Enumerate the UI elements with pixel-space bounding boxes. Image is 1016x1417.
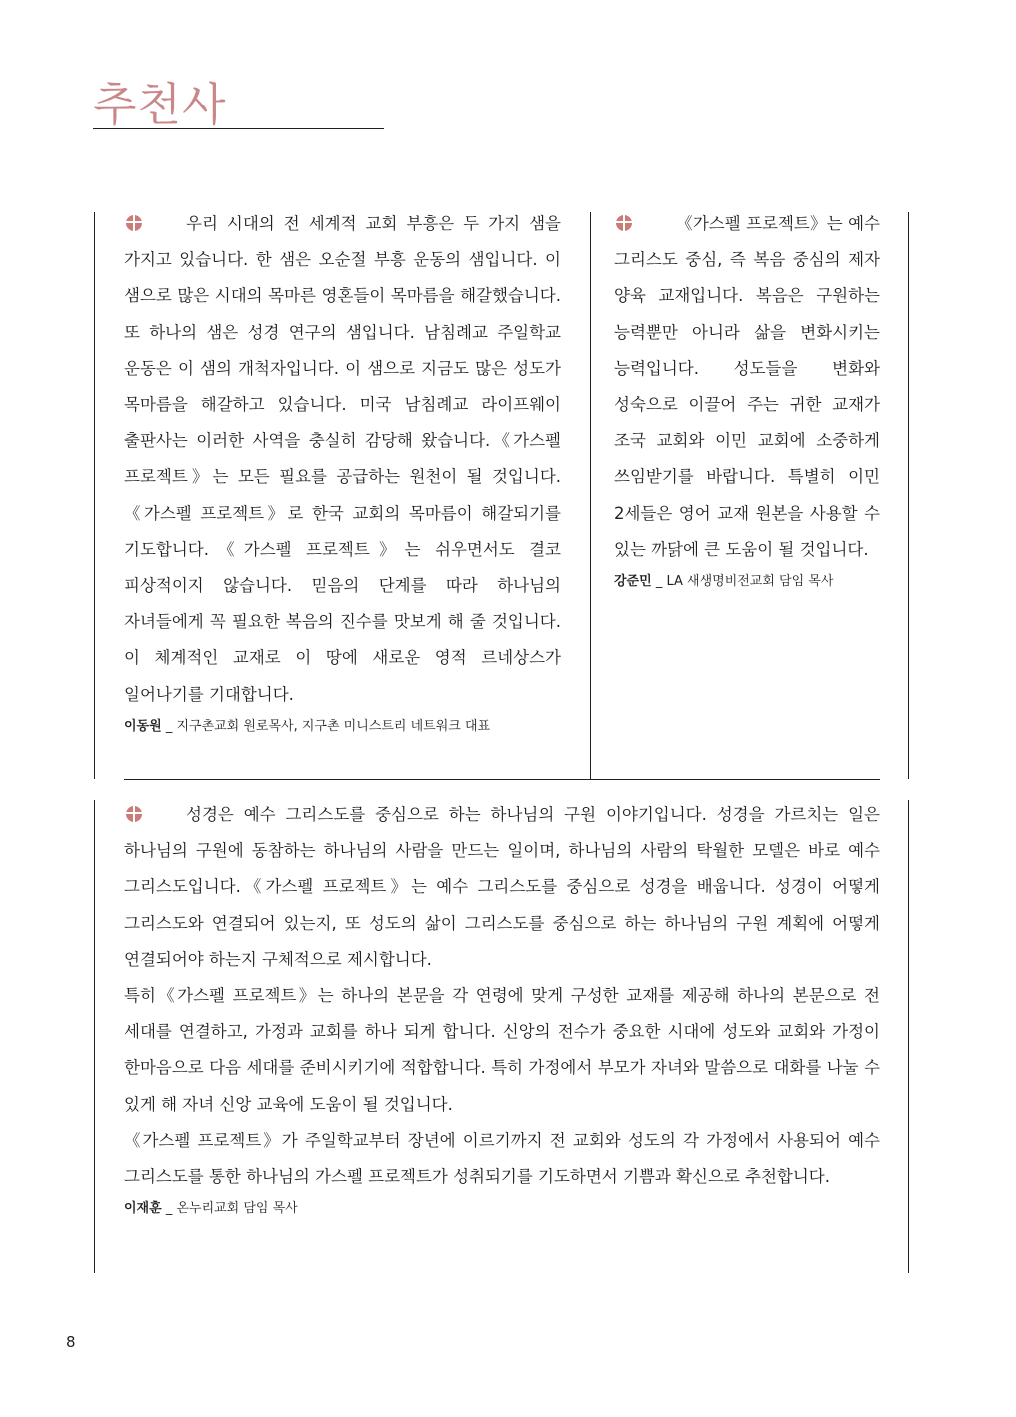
author-signature: 이동원 _ 지구촌교회 원로목사, 지구촌 미니스트리 네트워크 대표 — [124, 718, 491, 734]
cross-circle-icon — [126, 806, 142, 822]
recommendation-paragraph: 《가스펠 프로젝트》는 예수 그리스도 중심, 즉 복음 중심의 제자 양육 교재입니다. 복음은 구원하는 능력뿐만 아니라 삶을 변화시키는 능력입니다. 성도들을 변화와 성숙으로 이끌어 주는 귀한 교재가 조국 교회와 이민 교회에 소중하게 쓰임받기를 바랍니다. 특별히 이민 2세들은 영어 교재 원본을 사용할 수 있는 까닭에 큰 도움이 될 것입니다. — [614, 214, 880, 559]
author-name: 이재훈 — [124, 1201, 162, 1217]
frame-right-top — [908, 212, 909, 779]
author-role: LA 새생명비전교회 담임 목사 — [666, 574, 834, 590]
page-number: 8 — [66, 1333, 76, 1351]
author-role: 지구촌교회 원로목사, 지구촌 미니스트리 네트워크 대표 — [176, 718, 491, 734]
cross-circle-icon — [126, 215, 142, 231]
recommendation-paragraph: 《가스펠 프로젝트》가 주일학교부터 장년에 이르기까지 전 교회와 성도의 각 가정에서 사용되어 예수 그리스도를 통한 하나님의 가스펠 프로젝트가 성취되기를 기도하면서 기쁨과 확신으로 추천합니다. — [124, 1130, 880, 1187]
author-signature: 강준민 _ LA 새생명비전교회 담임 목사 — [614, 574, 834, 590]
recommendation-2 — [614, 206, 880, 592]
recommendation-1 — [124, 206, 561, 737]
section-divider — [124, 779, 880, 780]
author-signature: 이재훈 _ 온누리교회 담임 목사 — [124, 1201, 298, 1217]
author-role: 온누리교회 담임 목사 — [176, 1201, 298, 1217]
cross-circle-icon — [616, 215, 632, 231]
frame-left-top — [94, 212, 95, 779]
title-underline — [93, 128, 384, 129]
column-divider — [590, 212, 591, 779]
frame-left-bottom — [94, 800, 95, 1273]
recommendation-paragraph: 성경은 예수 그리스도를 중심으로 하는 하나님의 구원 이야기입니다. 성경을 가르치는 일은 하나님의 구원에 동참하는 하나님의 사람을 만드는 일이며, 하나님의 사람의 탁월한 모델은 바로 예수 그리스도입니다.《가스펠 프로젝트》는 예수 그리스도를 중심으로 성경을 배웁니다. 성경이 어떻게 그리스도와 연결되어 있는지, 또 성도의 삶이 그리스도를 중심으로 하는 하나님의 구원 계획에 어떻게 연결되어야 하는지 구체적으로 제시합니다. — [124, 805, 880, 969]
author-name: 이동원 — [124, 718, 162, 734]
author-name: 강준민 — [614, 574, 652, 590]
recommendation-3 — [124, 797, 880, 1219]
recommendation-paragraph: 우리 시대의 전 세계적 교회 부흥은 두 가지 샘을 가지고 있습니다. 한 샘은 오순절 부흥 운동의 샘입니다. 이 샘으로 많은 시대의 목마른 영혼들이 목마름을 해갈했습니다. 또 하나의 샘은 성경 연구의 샘입니다. 남침례교 주일학교 운동은 이 샘의 개척자입니다. 이 샘으로 지금도 많은 성도가 목마름을 해갈하고 있습니다. 미국 남침례교 라이프웨이 출판사는 이러한 사역을 충실히 감당해 왔습니다.《가스펠 프로젝트》는 모든 필요를 공급하는 원천이 될 것입니다.《가스펠 프로젝트》로 한국 교회의 목마름이 해갈되기를 기도합니다.《가스펠 프로젝트》는 쉬우면서도 결코 피상적이지 않습니다. 믿음의 단계를 따라 하나님의 자녀들에게 꼭 필요한 복음의 진수를 맛보게 해 줄 것입니다. 이 체계적인 교재로 이 땅에 새로운 영적 르네상스가 일어나기를 기대합니다. — [124, 214, 561, 704]
recommendation-paragraph: 특히《가스펠 프로젝트》는 하나의 본문을 각 연령에 맞게 구성한 교재를 제공해 하나의 본문으로 전 세대를 연결하고, 가정과 교회를 하나 되게 합니다. 신앙의 전수가 중요한 시대에 성도와 교회와 가정이 한마음으로 다음 세대를 준비시키기에 적합합니다. 특히 가정에서 부모가 자녀와 말씀으로 대화를 나눌 수 있게 해 자녀 신앙 교육에 도움이 될 것입니다. — [124, 986, 880, 1114]
frame-right-bottom — [908, 800, 909, 1273]
page-title: 추천사 — [93, 78, 227, 131]
